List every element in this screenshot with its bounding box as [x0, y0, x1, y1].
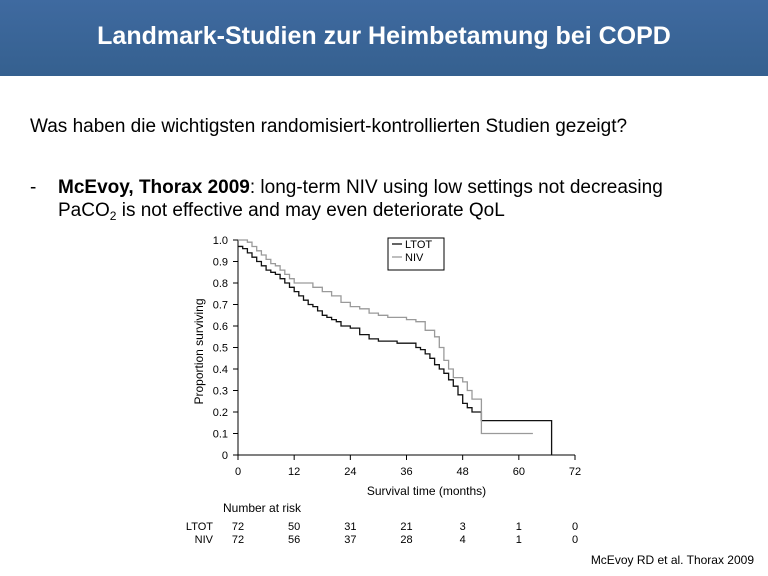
- x-tick-label: 36: [400, 466, 413, 478]
- bullet-text-part3: is not effective and may even deteriorate QoL: [116, 200, 505, 221]
- study-name: McEvoy, Thorax 2009: [58, 177, 250, 198]
- y-tick-label: 0.6: [212, 321, 228, 333]
- y-tick-label: 0.2: [212, 407, 228, 419]
- risk-cell: 50: [288, 521, 301, 533]
- x-tick-label: 48: [456, 466, 469, 478]
- x-tick-label: 60: [512, 466, 525, 478]
- risk-cell: 56: [288, 534, 301, 546]
- bullet-dash: -: [30, 177, 37, 198]
- risk-cell: 1: [515, 534, 522, 546]
- risk-cell: 37: [344, 534, 357, 546]
- risk-table: [186, 501, 578, 546]
- y-tick-label: 0.1: [212, 428, 228, 441]
- x-axis-title: Survival time (months): [366, 484, 487, 498]
- y-tick-label: 0.3: [212, 385, 228, 398]
- y-tick-label: 0: [221, 450, 228, 462]
- risk-cell: 72: [231, 521, 245, 533]
- chart-axes: [192, 235, 581, 498]
- chart-legend: [388, 238, 444, 270]
- risk-cell: 0: [571, 534, 579, 546]
- x-tick-label: 0: [234, 466, 242, 478]
- legend-label-ltot: LTOT: [405, 239, 433, 251]
- y-tick-label: 0.7: [212, 299, 228, 312]
- risk-table-heading: Number at risk: [223, 501, 302, 515]
- bullet-text-part2: PaCO: [58, 200, 110, 221]
- x-tick-label: 72: [568, 466, 582, 478]
- question-text: Was haben die wichtigsten randomisiert-kontrollierten Studien gezeigt?: [30, 116, 628, 137]
- risk-cell: 4: [459, 534, 466, 546]
- slide-title: Landmark-Studien zur Heimbetamung bei COPD: [97, 22, 671, 50]
- risk-cell: 28: [400, 534, 413, 546]
- risk-row-label: LTOT: [185, 521, 213, 533]
- legend-label-niv: NIV: [405, 252, 424, 264]
- risk-cell: 72: [231, 534, 245, 546]
- citation: McEvoy RD et al. Thorax 2009: [590, 553, 754, 567]
- risk-row-label: NIV: [194, 534, 213, 546]
- x-tick-label: 24: [344, 466, 357, 478]
- y-tick-label: 0.9: [212, 256, 228, 269]
- risk-cell: 1: [515, 521, 522, 533]
- risk-cell: 21: [400, 521, 413, 533]
- x-tick-label: 12: [288, 466, 301, 478]
- risk-cell: 31: [344, 521, 357, 533]
- y-axis-title: Proportion surviving: [192, 298, 206, 405]
- risk-cell: 3: [459, 521, 466, 533]
- series-line-niv: [238, 240, 533, 434]
- series-line-ltot: [238, 246, 552, 455]
- y-tick-label: 1.0: [212, 235, 228, 247]
- bullet-text-part1: : long-term NIV using low settings not decreasing: [249, 177, 663, 198]
- y-tick-label: 0.5: [212, 342, 228, 355]
- y-tick-label: 0.4: [212, 364, 228, 376]
- y-tick-label: 0.8: [212, 278, 228, 290]
- risk-cell: 0: [571, 521, 579, 533]
- bullet-subscript: 2: [109, 209, 117, 223]
- chart-series: [238, 240, 552, 455]
